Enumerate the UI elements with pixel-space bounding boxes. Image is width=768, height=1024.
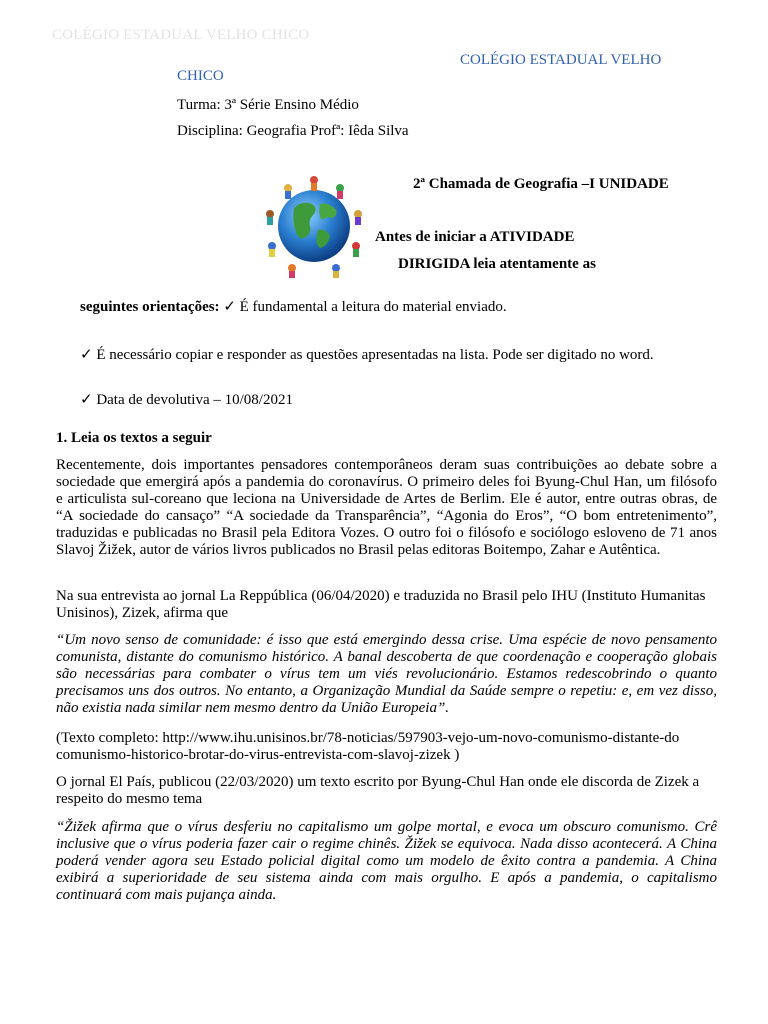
reference-link: (Texto completo: http://www.ihu.unisinos.br/78-noticias/597903-vejo-um-novo-comunismo-distante-do comunismo-historico-brotar-do-virus-entrevista-com-slavoj-zizek ) [56, 730, 680, 763]
orientations-label: seguintes orientações: [80, 299, 220, 315]
watermark-school-name: COLÉGIO ESTADUAL VELHO CHICO [52, 27, 310, 43]
question-heading: 1. Leia os textos a seguir [56, 430, 212, 446]
school-name-line1: COLÉGIO ESTADUAL VELHO [460, 52, 662, 68]
turma-line: Turma: 3ª Série Ensino Médio [177, 97, 359, 113]
orientation-item-2: ✓ É necessário copiar e responder as questões apresentadas na lista. Pode ser digitado no word. [80, 347, 654, 363]
orientation-item-1: ✓ É fundamental a leitura do material enviado. [219, 299, 507, 315]
paragraph-interview: Na sua entrevista ao jornal La Reppública (06/04/2020) e traduzida no Brasil pelo IHU (Instituto Humanitas Unisinos), Zizek, afirma que [56, 588, 706, 621]
quote-zizek: “Um novo senso de comunidade: é isso que está emergindo dessa crise. Uma espécie de novo pensamento comunista, distante do comunismo histórico. A banal descoberta de que coordenação e cooperação globais são necessárias para combater o vírus tem um viés revolucionário. Estamos redescobrindo o quanto precisamos uns dos outros. No entanto, a Organização Mundial da Saúde sempre o repetiu: e, em vez disso, não existia nada similar nem mesmo dentro da União Europeia”. [56, 632, 717, 716]
orientations-line [80, 297, 507, 316]
instructions-line2: DIRIGIDA leia atentamente as [398, 256, 596, 272]
globe-with-children-illustration [258, 168, 370, 280]
chamada-title: 2ª Chamada de Geografia –I UNIDADE [413, 176, 669, 192]
orientation-item-3: ✓ Data de devolutiva – 10/08/2021 [80, 392, 293, 408]
school-name-line2: CHICO [177, 68, 224, 84]
paragraph-intro: Recentemente, dois importantes pensadores contemporâneos deram suas contribuições ao debate sobre a sociedade que emergirá após a pandemia do coronavírus. O primeiro deles foi Byung-Chul Han, um filósofo e articulista sul-coreano que leciona na Universidade de Artes de Berlim. Ele é autor, entre outras obras, de “A sociedade do cansaço” “A sociedade da Transparência”, “Agonia do Eros”, “O bom entretenimento”, traduzidas e publicadas no Brasil pela Editora Vozes. O outro foi o filósofo e sociólogo esloveno de 71 anos Slavoj Žižek, autor de vários livros publicados no Brasil pelas editoras Boitempo, Zahar e Autêntica. [56, 457, 717, 558]
disciplina-line: Disciplina: Geografia Profª: Iêda Silva [177, 123, 409, 139]
globe-icon [258, 168, 370, 280]
paragraph-elpais: O jornal El País, publicou (22/03/2020) um texto escrito por Byung-Chul Han onde ele discorda de Zizek a respeito do mesmo tema [56, 774, 700, 807]
quote-han: “Žižek afirma que o vírus desferiu no capitalismo um golpe mortal, e evoca um obscuro comunismo. Crê inclusive que o vírus poderia fazer cair o regime chinês. Žižek se equivoca. Nada disso acontecerá. A China poderá vender agora seu Estado policial digital como um modelo de êxito contra a pandemia. A China exibirá a superioridade de seu sistema ainda com mais orgulho. E após a pandemia, o capitalismo continuará com mais pujança ainda. [56, 819, 717, 903]
instructions-line1: Antes de iniciar a ATIVIDADE [375, 229, 575, 245]
